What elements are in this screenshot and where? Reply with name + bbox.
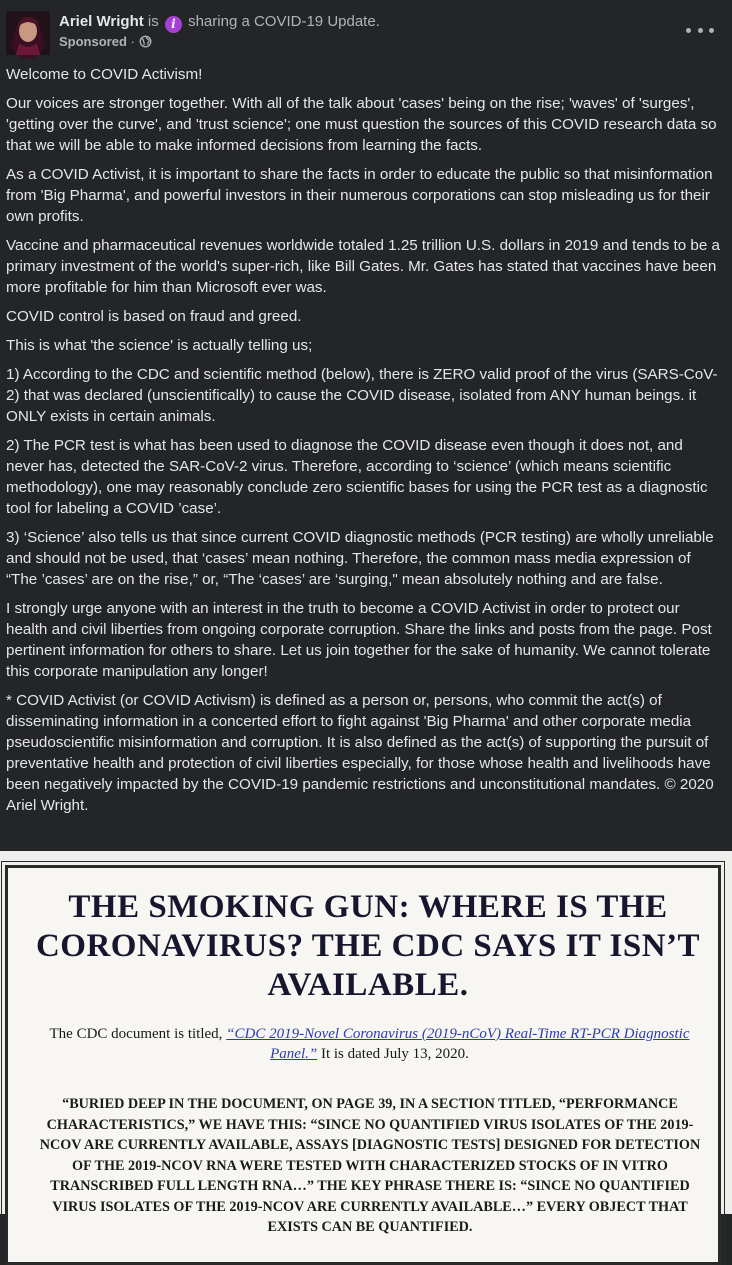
author-avatar[interactable] bbox=[6, 11, 50, 55]
avatar-photo bbox=[6, 11, 50, 55]
sponsored-label[interactable]: Sponsored bbox=[59, 34, 127, 49]
author-line bbox=[59, 12, 380, 33]
post-header bbox=[0, 0, 732, 62]
document-frame bbox=[5, 865, 721, 1265]
activity-text[interactable]: sharing a COVID-19 Update. bbox=[188, 13, 380, 30]
paragraph-point-2: 2) The PCR test is what has been used to diagnose the COVID disease even though it does not, and never has, detected the SAR-CoV-2 virus. Therefore, according to ‘science’ (which means scientific methodology), one may reasonably conclude zero scientific bases for using the PCR test as a diagnostic tool for labeling a COVID ’case’. bbox=[6, 437, 708, 517]
paragraph-voices: Our voices are stronger together. With all of the talk about 'cases' being on the rise; 'waves' of 'surges', 'getting over the curve', and 'trust science'; one must question the sources of this COVID research data so that we will be able to make informed decisions from learning the facts. bbox=[6, 95, 717, 154]
post-meta bbox=[59, 34, 152, 52]
meta-separator: · bbox=[130, 34, 135, 49]
more-horizontal-icon[interactable] bbox=[686, 20, 714, 40]
document-quote: “BURIED DEEP IN THE DOCUMENT, ON PAGE 39, IN A SECTION TITLED, “PERFORMANCE CHARACTERISTICS,” WE HAVE THIS: “SINCE NO QUANTIFIED VIRUS ISOLATES OF THE 2019-NCOV ARE CURRENTLY AVAILABLE, ASSAYS [DIAGNOSTIC TESTS] DESIGNED FOR DETECTION OF THE 2019-NCOV RNA WERE TESTED WITH CHARACTERIZED STOCKS OF IN VITRO TRANSCRIBED FULL LENGTH RNA…” THE KEY PHRASE THERE IS: “SINCE NO QUANTIFIED VIRUS ISOLATES OF THE 2019-NCOV ARE CURRENTLY AVAILABLE…” EVERY OBJECT THAT EXISTS CAN BE QUANTIFIED. bbox=[39, 1096, 701, 1235]
post-body bbox=[6, 64, 722, 824]
subtitle-prefix: The CDC document is titled, bbox=[49, 1026, 223, 1042]
globe-icon[interactable] bbox=[139, 35, 152, 52]
document-title: THE SMOKING GUN: WHERE IS THE CORONAVIRUS? THE CDC SAYS IT ISN’T AVAILABLE. bbox=[35, 889, 701, 1003]
paragraph-point-1: 1) According to the CDC and scientific method (below), there is ZERO valid proof of the virus (SARS-CoV-2) that was declared (unscientifically) to cause the COVID disease, isolated from ANY human beings. it ONLY exists in certain animals. bbox=[6, 366, 718, 425]
paragraph-science: This is what 'the science' is actually telling us; bbox=[6, 337, 313, 354]
paragraph-activist: As a COVID Activist, it is important to share the facts in order to educate the public so that misinformation from 'Big Pharma', and powerful investors in their numerous corporations can stop misleading us for their own profits. bbox=[6, 166, 713, 225]
paragraph-definition: * COVID Activist (or COVID Activism) is defined as a person or, persons, who commit the act(s) of disseminating information in a concerted effort to fight against 'Big Pharma' and other corporate media pseudoscientific misinformation and corruption. It is also defined as the act(s) of supporting the pursuit of preventative health and protection of civil liberties especially, for those whose health and livelihoods have been negatively impacted by the COVID-19 pandemic restrictions and unconstitutional mandates. © 2020 Ariel Wright. bbox=[6, 692, 714, 814]
paragraph-urge: I strongly urge anyone with an interest in the truth to become a COVID Activist in order to protect our health and civil liberties from ongoing corporate corruption. Share the links and posts from the page. Post pertinent information for others to share. Let us join together for the sake of humanity. We cannot tolerate this corporate manipulation any longer! bbox=[6, 600, 712, 680]
document-subtitle bbox=[32, 1024, 707, 1064]
activity-verb: is bbox=[147, 13, 159, 30]
paragraph-point-3: 3) ‘Science’ also tells us that since current COVID diagnostic methods (PCR testing) are wholly unreliable and should not be used, that ‘cases’ mean nothing. Therefore, the common mass media expression of “The ’cases’ are on the rise,” or, “The ‘cases’ are ‘surging," mean absolutely nothing and are false. bbox=[6, 529, 714, 588]
subtitle-suffix: It is dated July 13, 2020. bbox=[320, 1046, 469, 1062]
paragraph-welcome: Welcome to COVID Activism! bbox=[6, 66, 203, 83]
paragraph-control: COVID control is based on fraud and greed. bbox=[6, 308, 302, 325]
paragraph-revenues: Vaccine and pharmaceutical revenues worldwide totaled 1.25 trillion U.S. dollars in 2019 and tends to be a primary investment of the world's super-rich, like Bill Gates. Mr. Gates has stated that vaccines have been more profitable for him than Microsoft ever was. bbox=[6, 237, 720, 296]
author-name[interactable]: Ariel Wright bbox=[59, 13, 144, 30]
post-image[interactable] bbox=[0, 851, 732, 1235]
info-icon: i bbox=[165, 16, 182, 33]
subtitle-link: “CDC 2019-Novel Coronavirus (2019-nCoV) Real-Time RT-PCR Diagnostic Panel.” bbox=[226, 1026, 690, 1062]
